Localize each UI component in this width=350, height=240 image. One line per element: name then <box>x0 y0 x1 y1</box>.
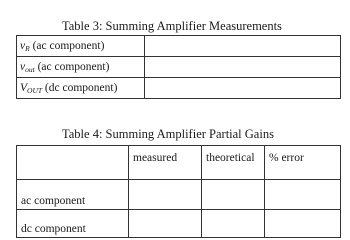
row-label-text: (ac component) <box>29 39 105 52</box>
variable-symbol: V <box>20 81 28 94</box>
table-header-row <box>17 146 341 180</box>
variable-symbol: v <box>20 60 26 73</box>
value-cell <box>145 78 341 99</box>
header-cell-theoretical: theoretical <box>202 146 265 180</box>
row-label-dc-component: dc component <box>17 210 129 238</box>
table-row <box>17 180 341 210</box>
value-cell <box>145 57 341 78</box>
row-label-vout-ac <box>17 57 145 78</box>
row-label-text: (ac component) <box>34 60 110 73</box>
theoretical-cell <box>202 210 265 238</box>
header-cell-blank <box>17 146 129 180</box>
table-row <box>17 36 341 57</box>
table-row <box>17 57 341 78</box>
measured-cell <box>129 210 202 238</box>
measured-cell <box>129 180 202 210</box>
error-cell <box>265 180 341 210</box>
summing-amplifier-partial-gains-table <box>16 145 341 238</box>
summing-amplifier-measurements-table <box>16 35 341 99</box>
header-cell-measured: measured <box>129 146 202 180</box>
table-row <box>17 210 341 238</box>
header-cell-error: % error <box>265 146 341 180</box>
value-cell <box>145 36 341 57</box>
table-row <box>17 78 341 99</box>
row-label-text: (dc component) <box>42 81 118 94</box>
row-label-vr <box>17 36 145 57</box>
row-label-ac-component: ac component <box>17 180 129 210</box>
table3-caption: Table 3: Summing Amplifier Measurements <box>62 19 282 33</box>
variable-subscript: out <box>25 64 35 74</box>
variable-subscript: R <box>25 43 30 53</box>
theoretical-cell <box>202 180 265 210</box>
variable-symbol: v <box>20 39 26 52</box>
error-cell <box>265 210 341 238</box>
row-label-vout-dc <box>17 78 145 99</box>
variable-subscript: OUT <box>27 85 43 95</box>
table4-caption: Table 4: Summing Amplifier Partial Gains <box>62 127 274 141</box>
